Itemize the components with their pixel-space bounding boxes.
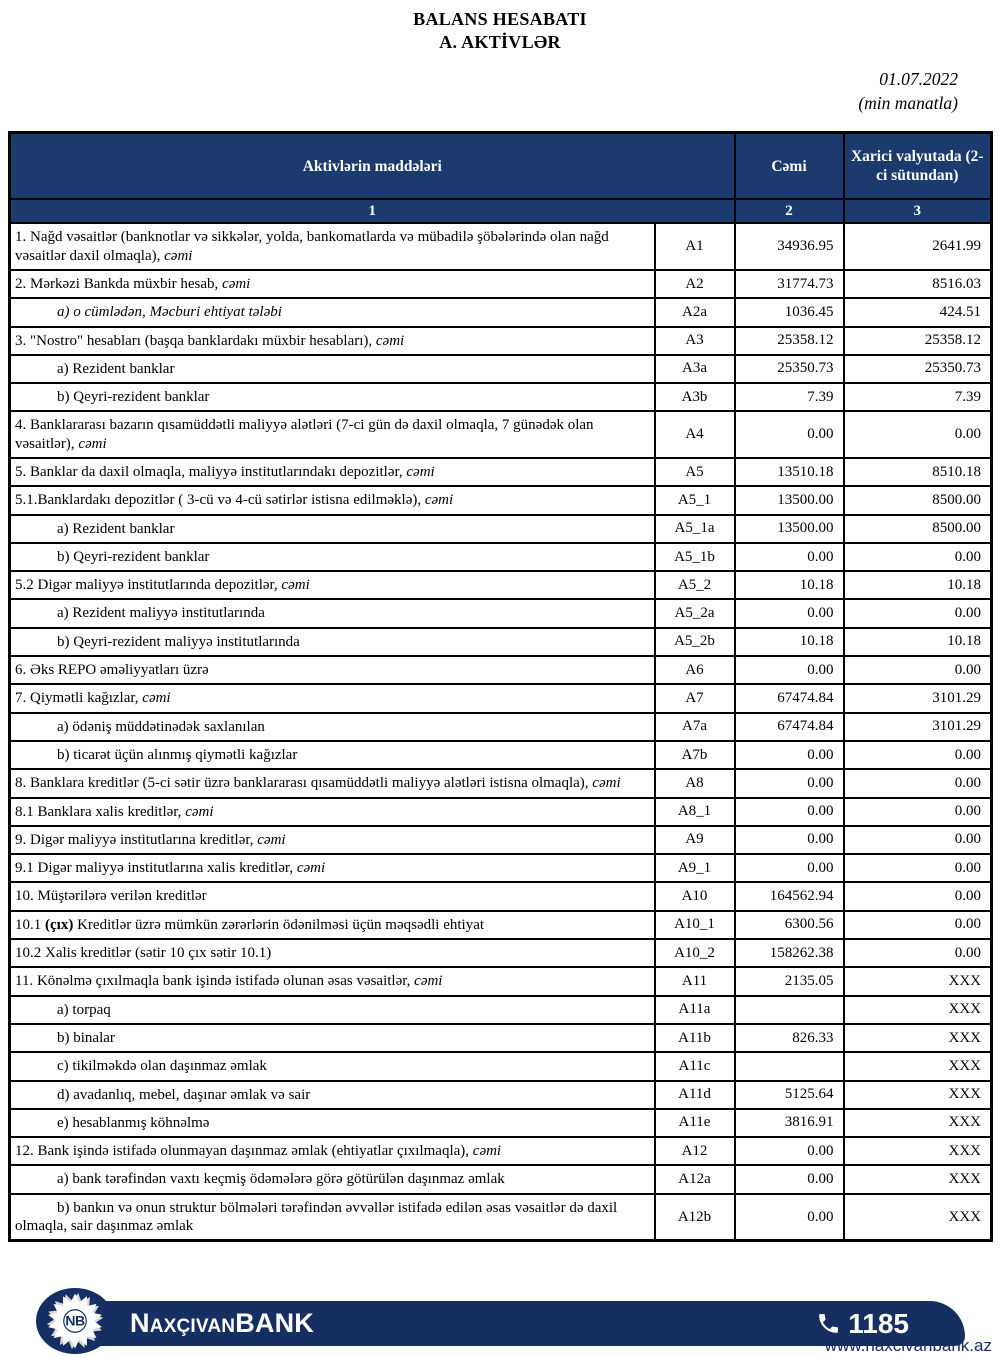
item-label: 5. Banklar da daxil olmaqla, maliyyə institutlarındakı depozitlər, cəmi (10, 458, 655, 486)
item-code: A2 (655, 270, 735, 298)
item-code: A11b (655, 1024, 735, 1052)
value-foreign-currency: XXX (844, 1194, 992, 1241)
value-total: 0.00 (735, 411, 844, 458)
value-total (735, 1052, 844, 1080)
item-code: A12a (655, 1165, 735, 1193)
item-code: A5_2a (655, 599, 735, 627)
table-row (10, 355, 992, 383)
table-row (10, 769, 992, 797)
column-header-total: Cəmi (735, 133, 844, 200)
assets-table (8, 131, 993, 1242)
item-label: 10.2 Xalis kreditlər (sətir 10 çıx sətir 10.1) (10, 939, 655, 967)
item-code: A11a (655, 996, 735, 1024)
value-total: 5125.64 (735, 1081, 844, 1109)
item-label: b) ticarət üçün alınmış qiymətli kağızlar (10, 741, 655, 769)
value-total: 7.39 (735, 383, 844, 411)
item-label: 5.2 Digər maliyyə institutlarında depozitlər, cəmi (10, 571, 655, 599)
table-row (10, 411, 992, 458)
report-date: 01.07.2022 (879, 69, 958, 90)
table-header-row (10, 133, 992, 200)
item-code: A3b (655, 383, 735, 411)
item-code: A5_1b (655, 543, 735, 571)
table-row (10, 486, 992, 514)
value-total: 0.00 (735, 543, 844, 571)
table-row (10, 713, 992, 741)
item-code: A6 (655, 656, 735, 684)
value-total: 31774.73 (735, 270, 844, 298)
item-code: A8_1 (655, 798, 735, 826)
table-row (10, 656, 992, 684)
column-number-1: 1 (10, 199, 735, 223)
document-meta (0, 68, 1000, 115)
table-row (10, 741, 992, 769)
value-total: 0.00 (735, 656, 844, 684)
value-foreign-currency: XXX (844, 1165, 992, 1193)
value-foreign-currency: XXX (844, 1024, 992, 1052)
table-row (10, 939, 992, 967)
table-row (10, 270, 992, 298)
item-label: 6. Əks REPO əməliyyatları üzrə (10, 656, 655, 684)
table-row (10, 1052, 992, 1080)
table-row (10, 458, 992, 486)
table-row (10, 826, 992, 854)
table-row (10, 1137, 992, 1165)
value-total: 13500.00 (735, 515, 844, 543)
value-total: 0.00 (735, 826, 844, 854)
item-label: 10.1 (çıx) Kreditlər üzrə mümkün zərərlərin ödənilməsi üçün məqsədli ehtiyat (10, 911, 655, 939)
item-code: A3a (655, 355, 735, 383)
value-total: 0.00 (735, 798, 844, 826)
value-total: 25350.73 (735, 355, 844, 383)
value-foreign-currency: 0.00 (844, 543, 992, 571)
table-row (10, 383, 992, 411)
value-total: 158262.38 (735, 939, 844, 967)
item-label: 4. Banklararası bazarın qısamüddətli maliyyə alətləri (7-ci gün də daxil olmaqla, 7 günədək olan vəsaitlər), cəmi (10, 411, 655, 458)
value-foreign-currency: 0.00 (844, 882, 992, 910)
item-label: b) bankın və onun struktur bölmələri tərəfindən əvvəllər istifadə edilən əsas vəsaitlər də daxil olmaqla, sair daşınmaz əmlak (10, 1194, 655, 1241)
value-total: 826.33 (735, 1024, 844, 1052)
table-row (10, 223, 992, 270)
value-total: 0.00 (735, 854, 844, 882)
value-foreign-currency: 10.18 (844, 628, 992, 656)
value-total: 0.00 (735, 741, 844, 769)
item-code: A5 (655, 458, 735, 486)
value-total: 164562.94 (735, 882, 844, 910)
value-foreign-currency: XXX (844, 1109, 992, 1137)
value-total: 0.00 (735, 1194, 844, 1241)
item-code: A11 (655, 967, 735, 995)
value-foreign-currency: XXX (844, 1137, 992, 1165)
item-label: a) Rezident maliyyə institutlarında (10, 599, 655, 627)
value-foreign-currency: 0.00 (844, 911, 992, 939)
item-code: A11d (655, 1081, 735, 1109)
title-line-2: A. AKTİVLƏR (439, 32, 561, 53)
value-foreign-currency: 8500.00 (844, 486, 992, 514)
document-title (0, 0, 1000, 54)
item-code: A3 (655, 327, 735, 355)
value-foreign-currency: 0.00 (844, 599, 992, 627)
value-total: 6300.56 (735, 911, 844, 939)
item-code: A7 (655, 684, 735, 712)
item-code: A5_1 (655, 486, 735, 514)
value-total: 13500.00 (735, 486, 844, 514)
item-label: 2. Mərkəzi Bankda müxbir hesab, cəmi (10, 270, 655, 298)
value-total: 2135.05 (735, 967, 844, 995)
table-row (10, 967, 992, 995)
column-header-foreign: Xarici valyutada (2-ci sütundan) (844, 133, 992, 200)
item-code: A12 (655, 1137, 735, 1165)
item-label: a) torpaq (10, 996, 655, 1024)
column-number-3: 3 (844, 199, 992, 223)
item-code: A4 (655, 411, 735, 458)
item-code: A10_2 (655, 939, 735, 967)
table-row (10, 684, 992, 712)
table-column-numbers-row (10, 199, 992, 223)
item-label: 1. Nağd vəsaitlər (banknotlar və sikkələr, yolda, bankomatlarda və mübadilə şöbələrində olan nağd vəsaitlər daxil olmaqla), cəmi (10, 223, 655, 270)
value-total: 0.00 (735, 769, 844, 797)
table-row (10, 599, 992, 627)
table-row (10, 327, 992, 355)
item-code: A9 (655, 826, 735, 854)
value-foreign-currency: 8500.00 (844, 515, 992, 543)
value-foreign-currency: 0.00 (844, 411, 992, 458)
value-foreign-currency: 0.00 (844, 741, 992, 769)
value-total: 10.18 (735, 571, 844, 599)
bank-logo (36, 1288, 114, 1354)
item-code: A9_1 (655, 854, 735, 882)
table-row (10, 628, 992, 656)
table-row (10, 543, 992, 571)
brand-name-part1: Naxçıvan (130, 1308, 236, 1338)
value-foreign-currency: 8516.03 (844, 270, 992, 298)
value-foreign-currency: XXX (844, 1052, 992, 1080)
item-label: 8. Banklara kreditlər (5-ci sətir üzrə banklararası qısamüddətli maliyyə alətləri istisna olmaqla), cəmi (10, 769, 655, 797)
item-label: 3. "Nostro" hesabları (başqa banklardakı müxbir hesabları), cəmi (10, 327, 655, 355)
table-row (10, 996, 992, 1024)
column-header-items: Aktivlərin maddələri (10, 133, 735, 200)
value-total: 10.18 (735, 628, 844, 656)
table-row (10, 1165, 992, 1193)
website-url: www.naxcivanbank.az (824, 1336, 992, 1355)
table-row (10, 1081, 992, 1109)
item-code: A5_2 (655, 571, 735, 599)
value-foreign-currency: 2641.99 (844, 223, 992, 270)
value-total: 67474.84 (735, 713, 844, 741)
brand-name-part2: BANK (235, 1308, 314, 1338)
item-code: A11c (655, 1052, 735, 1080)
item-code: A8 (655, 769, 735, 797)
table-row (10, 515, 992, 543)
value-total: 25358.12 (735, 327, 844, 355)
item-code: A12b (655, 1194, 735, 1241)
value-total: 0.00 (735, 1165, 844, 1193)
value-foreign-currency: 3101.29 (844, 684, 992, 712)
table-row (10, 798, 992, 826)
item-label: b) Qeyri-rezident banklar (10, 383, 655, 411)
value-foreign-currency: 0.00 (844, 656, 992, 684)
phone-icon (816, 1311, 841, 1336)
item-label: 5.1.Banklardakı depozitlər ( 3-cü və 4-cü sətirlər istisna edilməklə), cəmi (10, 486, 655, 514)
item-label: a) Rezident banklar (10, 355, 655, 383)
table-row (10, 911, 992, 939)
value-total: 13510.18 (735, 458, 844, 486)
table-row (10, 1109, 992, 1137)
item-code: A7a (655, 713, 735, 741)
value-foreign-currency: 0.00 (844, 854, 992, 882)
value-foreign-currency: 0.00 (844, 769, 992, 797)
table-row (10, 1024, 992, 1052)
value-foreign-currency: 25358.12 (844, 327, 992, 355)
value-foreign-currency: 3101.29 (844, 713, 992, 741)
value-foreign-currency: 7.39 (844, 383, 992, 411)
item-label: 11. Könəlmə çıxılmaqla bank işində istifadə olunan əsas vəsaitlər, cəmi (10, 967, 655, 995)
item-label: a) bank tərəfindən vaxtı keçmiş ödəmələrə görə götürülən daşınmaz əmlak (10, 1165, 655, 1193)
column-number-2: 2 (735, 199, 844, 223)
table-row (10, 854, 992, 882)
value-total: 34936.95 (735, 223, 844, 270)
value-total (735, 996, 844, 1024)
phone-number: 1185 (848, 1307, 909, 1339)
item-label: b) binalar (10, 1024, 655, 1052)
value-foreign-currency: 25350.73 (844, 355, 992, 383)
item-code: A11e (655, 1109, 735, 1137)
value-foreign-currency: XXX (844, 1081, 992, 1109)
item-label: b) Qeyri-rezident banklar (10, 543, 655, 571)
item-label: 9.1 Digər maliyyə institutlarına xalis kreditlər, cəmi (10, 854, 655, 882)
bank-footer (0, 1283, 1000, 1357)
item-code: A2a (655, 298, 735, 326)
table-row (10, 1194, 992, 1241)
bank-logo-text (130, 1308, 314, 1339)
value-foreign-currency: 8510.18 (844, 458, 992, 486)
value-foreign-currency: 0.00 (844, 939, 992, 967)
item-code: A5_2b (655, 628, 735, 656)
item-label: a) o cümlədən, Məcburi ehtiyat tələbi (10, 298, 655, 326)
value-foreign-currency: XXX (844, 967, 992, 995)
item-label: c) tikilməkdə olan daşınmaz əmlak (10, 1052, 655, 1080)
value-total: 0.00 (735, 599, 844, 627)
value-foreign-currency: 0.00 (844, 826, 992, 854)
item-label: e) hesablanmış köhnəlmə (10, 1109, 655, 1137)
item-label: 8.1 Banklara xalis kreditlər, cəmi (10, 798, 655, 826)
table-row (10, 298, 992, 326)
item-label: 10. Müştərilərə verilən kreditlər (10, 882, 655, 910)
item-code: A7b (655, 741, 735, 769)
title-line-1: BALANS HESABATI (413, 9, 587, 29)
value-foreign-currency: 0.00 (844, 798, 992, 826)
item-label: 9. Digər maliyyə institutlarına kreditlər, cəmi (10, 826, 655, 854)
item-code: A10 (655, 882, 735, 910)
value-foreign-currency: XXX (844, 996, 992, 1024)
item-label: 12. Bank işində istifadə olunmayan daşınmaz əmlak (ehtiyatlar çıxılmaqla), cəmi (10, 1137, 655, 1165)
table-row (10, 882, 992, 910)
item-code: A1 (655, 223, 735, 270)
value-total: 1036.45 (735, 298, 844, 326)
logo-monogram: NB (65, 1312, 85, 1329)
item-label: a) Rezident banklar (10, 515, 655, 543)
unit-note: (min manatla) (858, 92, 958, 113)
value-foreign-currency: 10.18 (844, 571, 992, 599)
item-label: 7. Qiymətli kağızlar, cəmi (10, 684, 655, 712)
value-total: 3816.91 (735, 1109, 844, 1137)
item-code: A5_1a (655, 515, 735, 543)
value-foreign-currency: 424.51 (844, 298, 992, 326)
item-code: A10_1 (655, 911, 735, 939)
value-total: 0.00 (735, 1137, 844, 1165)
table-row (10, 571, 992, 599)
item-label: b) Qeyri-rezident maliyyə institutlarında (10, 628, 655, 656)
item-label: a) ödəniş müddətinədək saxlanılan (10, 713, 655, 741)
value-total: 67474.84 (735, 684, 844, 712)
phone-contact (816, 1307, 909, 1339)
item-label: d) avadanlıq, mebel, daşınar əmlak və sair (10, 1081, 655, 1109)
